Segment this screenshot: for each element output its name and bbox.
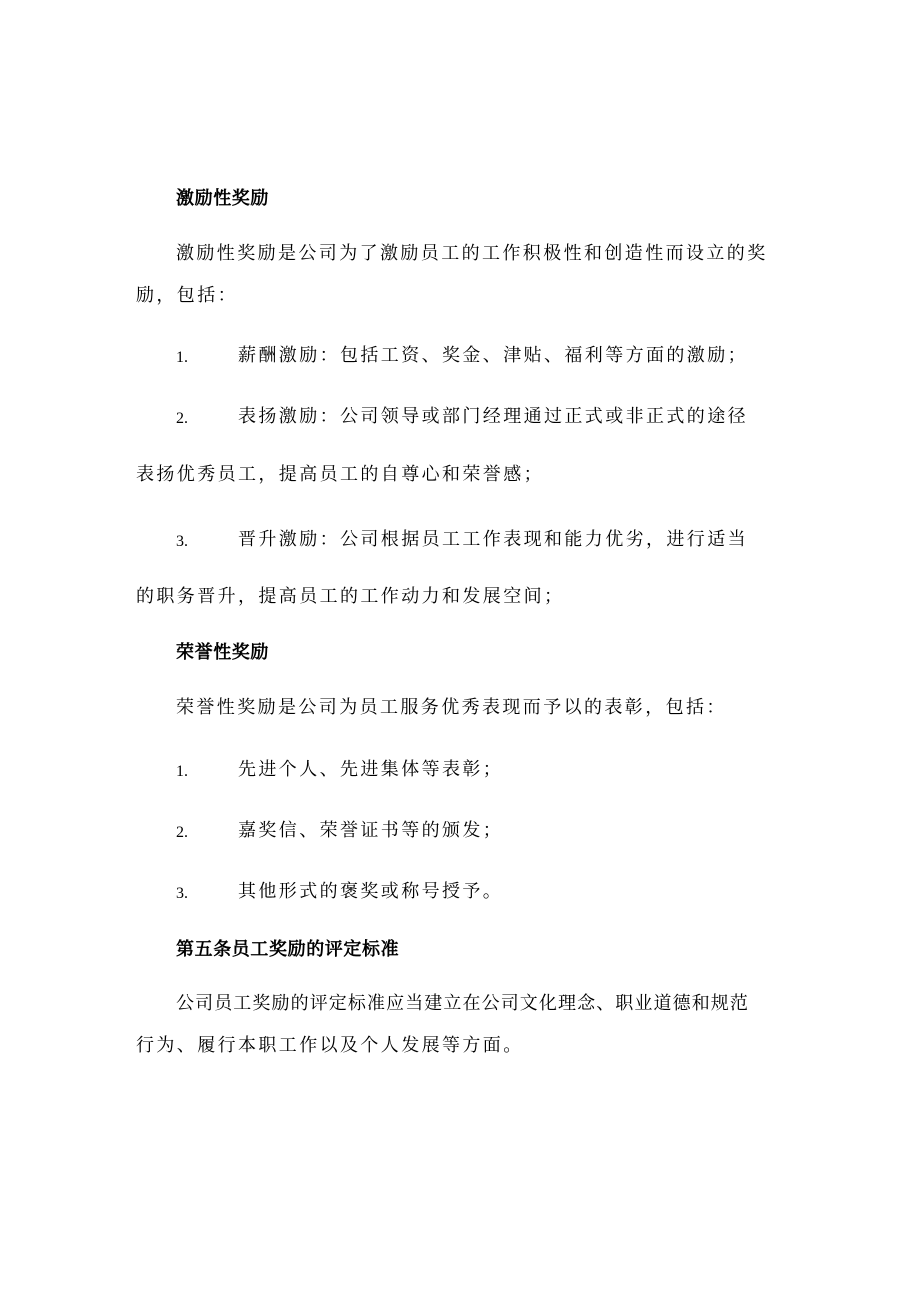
incentive-intro-line1: 激励性奖励是公司为了激励员工的工作积极性和创造性而设立的奖 (176, 243, 768, 264)
section-heading-honor: 荣誉性奖励 (176, 642, 269, 663)
honor-intro-line1: 荣誉性奖励是公司为员工服务优秀表现而予以的表彰，包括： (176, 697, 727, 718)
article5-body-line1: 公司员工奖励的评定标准应当建立在公司文化理念、职业道德和规范 (176, 993, 749, 1014)
honor-item-2-text: 嘉奖信、荣誉证书等的颁发； (238, 820, 504, 841)
incentive-item-3-text: 晋升激励：公司根据员工工作表现和能力优劣，进行适当 (238, 529, 748, 550)
honor-item-3-number: 3. (176, 885, 188, 902)
incentive-item-3-text-cont: 的职务晋升，提高员工的工作动力和发展空间； (136, 586, 565, 607)
honor-item-1-number: 1. (176, 763, 188, 780)
incentive-item-2-text-cont: 表扬优秀员工，提高员工的自尊心和荣誉感； (136, 464, 544, 485)
incentive-item-2-number: 2. (176, 410, 188, 427)
incentive-item-2-text: 表扬激励：公司领导或部门经理通过正式或非正式的途径 (238, 406, 748, 427)
section-heading-incentive: 激励性奖励 (176, 188, 269, 209)
incentive-intro-line2: 励，包括： (136, 285, 238, 306)
honor-item-1-text: 先进个人、先进集体等表彰； (238, 759, 504, 780)
section-heading-article5: 第五条员工奖励的评定标准 (176, 939, 400, 960)
incentive-item-1-text: 薪酬激励：包括工资、奖金、津贴、福利等方面的激励； (238, 345, 748, 366)
honor-item-2-number: 2. (176, 824, 188, 841)
honor-item-3-text: 其他形式的褒奖或称号授予。 (238, 881, 504, 902)
incentive-item-3-number: 3. (176, 533, 188, 550)
article5-body-line2: 行为、履行本职工作以及个人发展等方面。 (136, 1035, 524, 1056)
incentive-item-1-number: 1. (176, 349, 188, 366)
